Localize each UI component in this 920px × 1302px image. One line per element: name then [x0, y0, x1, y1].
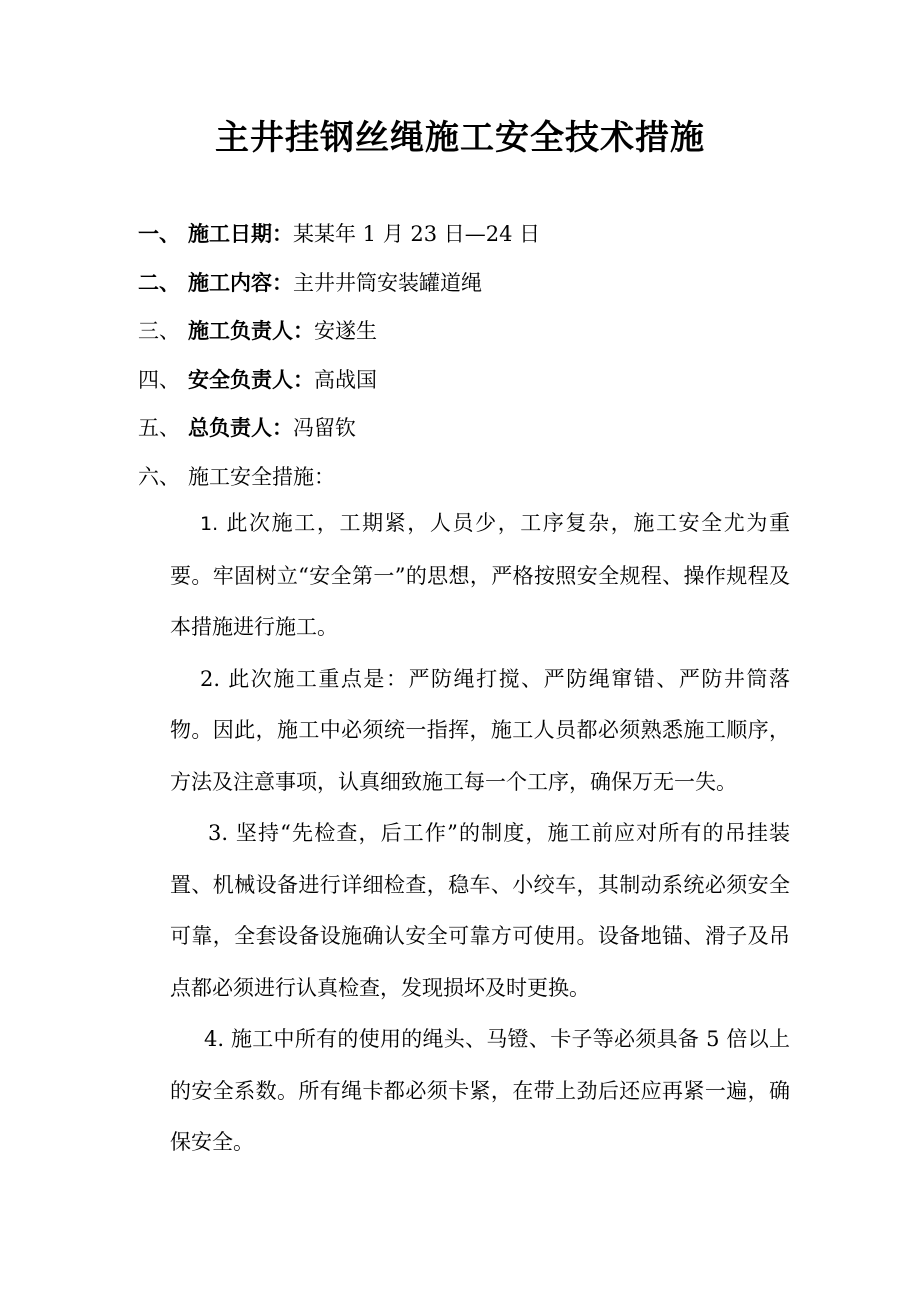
safety-measures [170, 498, 790, 1169]
document-title: 主井挂钢丝绳施工安全技术措施 [215, 118, 705, 158]
info-value: 高战国 [314, 367, 377, 392]
info-value: 某某年 1 月 23 日—24 日 [293, 222, 541, 246]
info-item-safety-lead [138, 356, 798, 405]
info-number: 六、 [138, 464, 180, 489]
measure-number: 3. [208, 821, 229, 845]
info-label: 总负责人： [188, 415, 293, 441]
info-item-date [138, 210, 798, 259]
info-item-content [138, 259, 798, 308]
measure-number: 2. [200, 666, 221, 691]
info-number: 四、 [138, 367, 180, 392]
measure-paragraph [170, 498, 790, 654]
info-label: 施工内容： [188, 269, 293, 295]
info-item-construction-lead [138, 307, 798, 356]
info-label: 安全负责人： [188, 366, 314, 392]
info-label: 施工日期： [188, 221, 293, 246]
info-value: 主井井筒安装罐道绳 [293, 270, 482, 295]
measure-paragraph [170, 1014, 790, 1169]
measure-number: 4. [204, 1027, 225, 1051]
info-number: 一、 [138, 221, 180, 246]
measure-paragraph [170, 654, 790, 809]
info-number: 二、 [138, 269, 180, 295]
info-list [138, 210, 798, 502]
measure-text: 此次施工重点是：严防绳打搅、严防绳窜错、严防井筒落物。因此，施工中必须统一指挥，施工人员都必须熟悉施工顺序，方法及注意事项，认真细致施工每一个工序，确保万无一失。 [170, 666, 790, 794]
info-value: 冯留钦 [293, 416, 356, 441]
info-item-general-lead [138, 404, 798, 453]
info-number: 五、 [138, 416, 180, 441]
measure-text: 坚持“先检查，后工作”的制度，施工前应对所有的吊挂装置、机械设备进行详细检查，稳车、小绞车，其制动系统必须安全可靠，全套设备设施确认安全可靠方可使用。设备地锚、滑子及吊点都必须进行认真检查，发现损坏及时更换。 [170, 821, 790, 1000]
info-label: 施工安全措施： [188, 464, 335, 489]
measure-text: 此次施工，工期紧，人员少，工序复杂，施工安全尤为重要。牢固树立“安全第一”的思想，严格按照安全规程、操作规程及本措施进行施工。 [170, 511, 790, 639]
info-number: 三、 [138, 319, 180, 344]
info-label: 施工负责人： [188, 318, 314, 344]
measure-number: 1. [200, 513, 219, 535]
measure-paragraph [170, 808, 790, 1014]
measure-text: 施工中所有的使用的绳头、马镫、卡子等必须具备 5 倍以上的安全系数。所有绳卡都必须卡紧，在带上劲后还应再紧一遍，确保安全。 [170, 1027, 790, 1154]
info-item-safety-measures [138, 453, 798, 502]
info-value: 安遂生 [314, 319, 377, 344]
